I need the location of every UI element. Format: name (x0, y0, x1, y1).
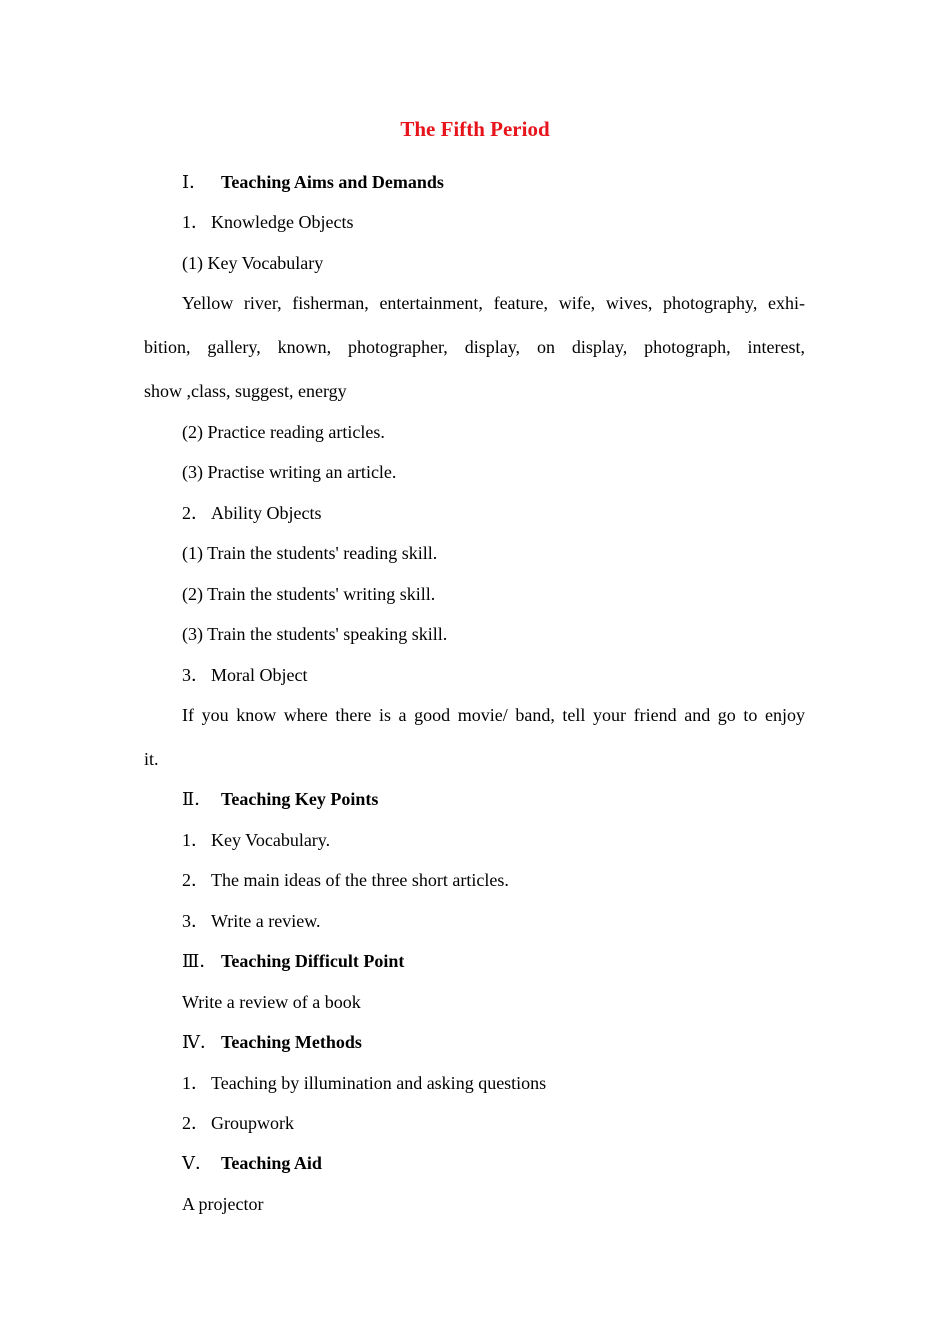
ability-speaking-skill: (3) Train the students' speaking skill. (182, 624, 448, 644)
key-point-2 (182, 867, 509, 893)
list-number: 2． (182, 1113, 209, 1133)
item-key-vocabulary: (1) Key Vocabulary (182, 253, 324, 273)
difficult-point-text: Write a review of a book (182, 992, 361, 1012)
subheading-knowledge-objects (182, 209, 353, 235)
key-point-1 (182, 827, 330, 853)
key-point-text: Key Vocabulary. (211, 830, 331, 850)
vocabulary-line-1: Yellow river, fisherman, entertainment, feature, wife, wives, photography, exhi- (182, 293, 805, 313)
key-point-text: Write a review. (211, 911, 321, 931)
vocabulary-line-3: show ,class, suggest, energy (144, 381, 347, 401)
document-title: The Fifth Period (400, 117, 550, 141)
section-number: Ⅲ． (182, 951, 218, 971)
section-heading-teaching-aid (182, 1150, 322, 1176)
item-practise-writing: (3) Practise writing an article. (182, 462, 397, 482)
subheading-moral-object (182, 662, 307, 688)
subheading-label: Ability Objects (211, 503, 322, 523)
section-number: Ⅱ． (182, 789, 213, 809)
ability-reading-skill: (1) Train the students' reading skill. (182, 543, 438, 563)
section-number: Ⅳ． (182, 1032, 218, 1052)
section-heading-aims (182, 169, 444, 195)
key-point-3 (182, 908, 321, 934)
section-heading-key-points (182, 786, 378, 812)
section-title: Teaching Difficult Point (221, 951, 405, 971)
teaching-aid-text: A projector (182, 1194, 264, 1214)
section-heading-difficult-point (182, 948, 404, 974)
section-title: Teaching Aid (221, 1153, 322, 1173)
list-number: 2． (182, 503, 209, 523)
vocabulary-line-2: bition, gallery, known, photographer, display, on display, photograph, interest, (144, 337, 805, 357)
list-number: 1． (182, 1073, 209, 1093)
ability-writing-skill: (2) Train the students' writing skill. (182, 584, 436, 604)
method-text: Teaching by illumination and asking questions (211, 1073, 547, 1093)
subheading-label: Moral Object (211, 665, 308, 685)
subheading-ability-objects (182, 500, 322, 526)
list-number: 1． (182, 830, 209, 850)
section-title: Teaching Key Points (221, 789, 379, 809)
list-number: 2． (182, 870, 209, 890)
section-title: Teaching Methods (221, 1032, 362, 1052)
method-1 (182, 1070, 546, 1096)
subheading-label: Knowledge Objects (211, 212, 354, 232)
method-2 (182, 1110, 294, 1136)
list-number: 3． (182, 665, 209, 685)
section-heading-methods (182, 1029, 362, 1055)
moral-line-1: If you know where there is a good movie/ band, tell your friend and go to enjoy (182, 705, 805, 725)
section-number: Ⅴ． (182, 1153, 213, 1173)
key-point-text: The main ideas of the three short articles. (211, 870, 509, 890)
section-title: Teaching Aims and Demands (221, 172, 444, 192)
list-number: 3． (182, 911, 209, 931)
item-practice-reading: (2) Practice reading articles. (182, 422, 385, 442)
list-number: 1． (182, 212, 209, 232)
moral-line-2: it. (144, 749, 159, 769)
section-number: Ⅰ． (182, 172, 208, 192)
method-text: Groupwork (211, 1113, 294, 1133)
